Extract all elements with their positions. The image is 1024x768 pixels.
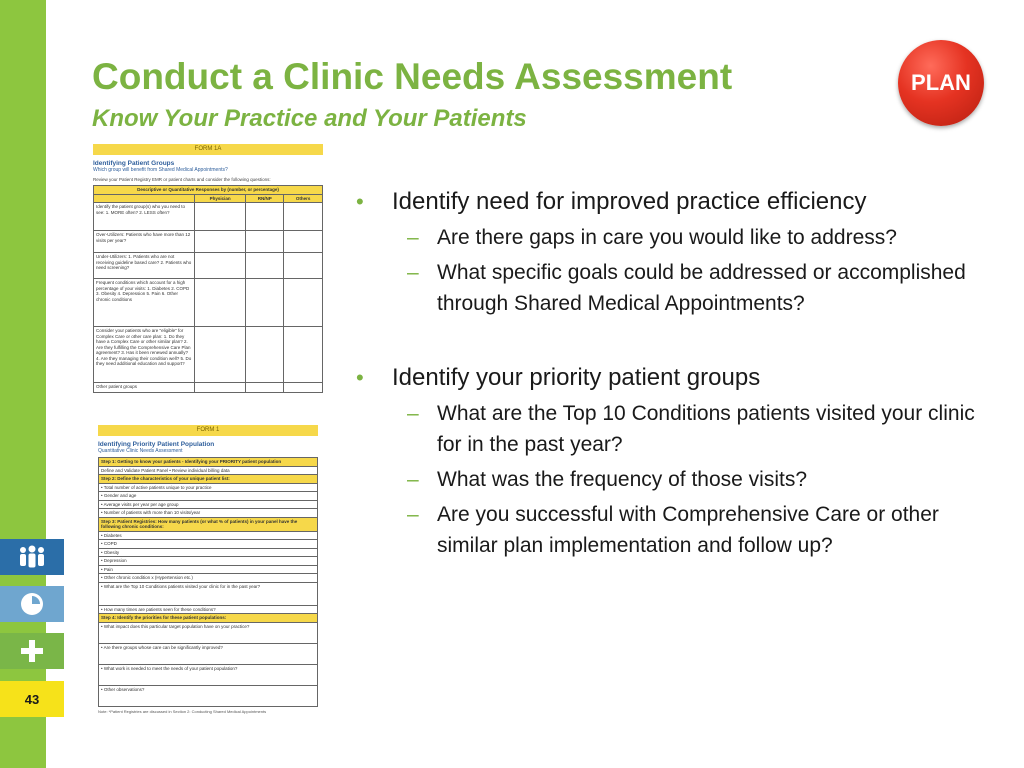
form-1-row: • How many times are patients seen for these conditions?	[99, 605, 318, 614]
form-1a-row-label: Frequent conditions which account for a high percentage of your visits: 1. Diabetes 2. COPD 3. Obesity 4. Depression 5. Pain 6. Other chronic conditions	[94, 279, 195, 327]
form-1a-row-label: Over-Utilizers: Patients who have more than 12 visits per year?	[94, 231, 195, 253]
form-1-row: • What impact does this particular target population have on your practice?	[99, 622, 318, 643]
plan-badge-label: PLAN	[911, 70, 971, 95]
form-1-row: Step 4: Identify the priorities for these patient populations:	[99, 614, 318, 623]
sub-bullet-item: – What specific goals could be addressed or accomplished through Shared Medical Appointments?	[356, 257, 996, 319]
form-1-row: • Obesity	[99, 548, 318, 557]
form-1-thumbnail	[98, 425, 318, 714]
people-icon[interactable]	[0, 539, 64, 575]
form-1a-row-label: Consider your patients who are "eligible" for Complex Care or other care plan: 1. Do they have a Complex Care or other similar plan? 2. Are they fulfilling the Comprehensive Care Plan agreement? 3. Has it been renewed annually? 4. Are they managing their condition well? 5. Do they need additional education and support?	[94, 327, 195, 383]
form-1a-table-header: Descriptive or Quantitative Responses by (number, or percentage)	[94, 186, 323, 195]
form-1-row: • Other observations?	[99, 685, 318, 706]
form-1-row: • Other chronic condition x (Hypertension etc.)	[99, 574, 318, 583]
form-1a-table	[93, 185, 323, 393]
form-1-table	[98, 457, 318, 707]
form-1a-col: RN/NP	[246, 194, 284, 203]
form-1-row: • Total number of active patients unique to your practice	[99, 483, 318, 492]
plan-badge	[898, 40, 984, 126]
form-1a-header: FORM 1A	[93, 144, 323, 155]
slide-subtitle: Know Your Practice and Your Patients	[92, 105, 527, 132]
form-1-row: • COPD	[99, 540, 318, 549]
bullet-list	[356, 186, 996, 561]
form-1-row: • Number of patients with more than 10 visits/year	[99, 509, 318, 518]
bullet-item: • Identify need for improved practice efficiency	[356, 186, 996, 218]
sub-bullet-item: – Are you successful with Comprehensive Care or other similar plan implementation and follow up?	[356, 499, 996, 561]
plus-icon[interactable]	[0, 633, 64, 669]
form-1a-row-label: Identify the patient group(s) who you need to see: 1. MORE often? 2. LESS often?	[94, 203, 195, 231]
form-1-row: Define and Validate Patient Panel • Review individual billing data	[99, 466, 318, 475]
clock-icon-glyph	[19, 591, 45, 617]
form-1-row: • Depression	[99, 557, 318, 566]
form-1a-col: Others	[284, 194, 323, 203]
form-1a-thumbnail	[93, 144, 323, 393]
form-1a-row-label: Under-Utilizers: 1. Patients who are not receiving guideline based care? 2. Patients who need screening?	[94, 253, 195, 279]
form-1-row: • Gender and age	[99, 492, 318, 501]
form-1-row: • Average visits per year per age group	[99, 500, 318, 509]
form-1-row: • Diabetes	[99, 531, 318, 540]
form-1a-title: Identifying Patient Groups	[93, 160, 175, 167]
form-1-row: • Are there groups whose care can be significantly improved?	[99, 643, 318, 664]
sub-bullet-item: – What was the frequency of those visits?	[356, 464, 996, 495]
form-1a-note: Review your Patient Registry EMR or patient charts and consider the following questions:	[93, 177, 271, 182]
people-icon-glyph	[17, 545, 47, 569]
form-1-row: Step 2: Define the characteristics of your unique patient list:	[99, 475, 318, 484]
sub-bullet-item: – Are there gaps in care you would like to address?	[356, 222, 996, 253]
form-1a-col: Physician	[194, 194, 246, 203]
plus-icon-glyph	[19, 638, 45, 664]
form-1a-subtitle: Which group will benefit from Shared Medical Appointments?	[93, 167, 228, 173]
form-1a-row-label: Other patient groups	[94, 383, 195, 393]
form-1-header: FORM 1	[98, 425, 318, 436]
form-1-subtitle: Quantitative Clinic Needs Assessment	[98, 448, 183, 454]
sub-bullet-item: – What are the Top 10 Conditions patients visited your clinic for in the past year?	[356, 398, 996, 460]
form-1a-col	[94, 194, 195, 203]
page-number: 43	[0, 681, 64, 717]
form-1-row: • What work is needed to meet the needs of your patient population?	[99, 664, 318, 685]
slide-title: Conduct a Clinic Needs Assessment	[92, 56, 733, 97]
form-1-row: • What are the Top 10 Conditions patients visited your clinic for in the past year?	[99, 582, 318, 605]
bullet-item: • Identify your priority patient groups	[356, 362, 996, 394]
clock-icon[interactable]	[0, 586, 64, 622]
form-1-row: • Pain	[99, 565, 318, 574]
form-1-row: Step 1: Getting to know your patients - Identifying your PRIORITY patient population	[99, 458, 318, 467]
form-1-row: Step 3: Patient Registries: How many patients (or what % of patients) in your panel have the following chronic conditions:	[99, 517, 318, 531]
form-1-footnote: Note: *Patient Registries are discussed in Section 2: Conducting Shared Medical Appointments	[98, 708, 267, 714]
form-1-title: Identifying Priority Patient Population	[98, 441, 215, 448]
